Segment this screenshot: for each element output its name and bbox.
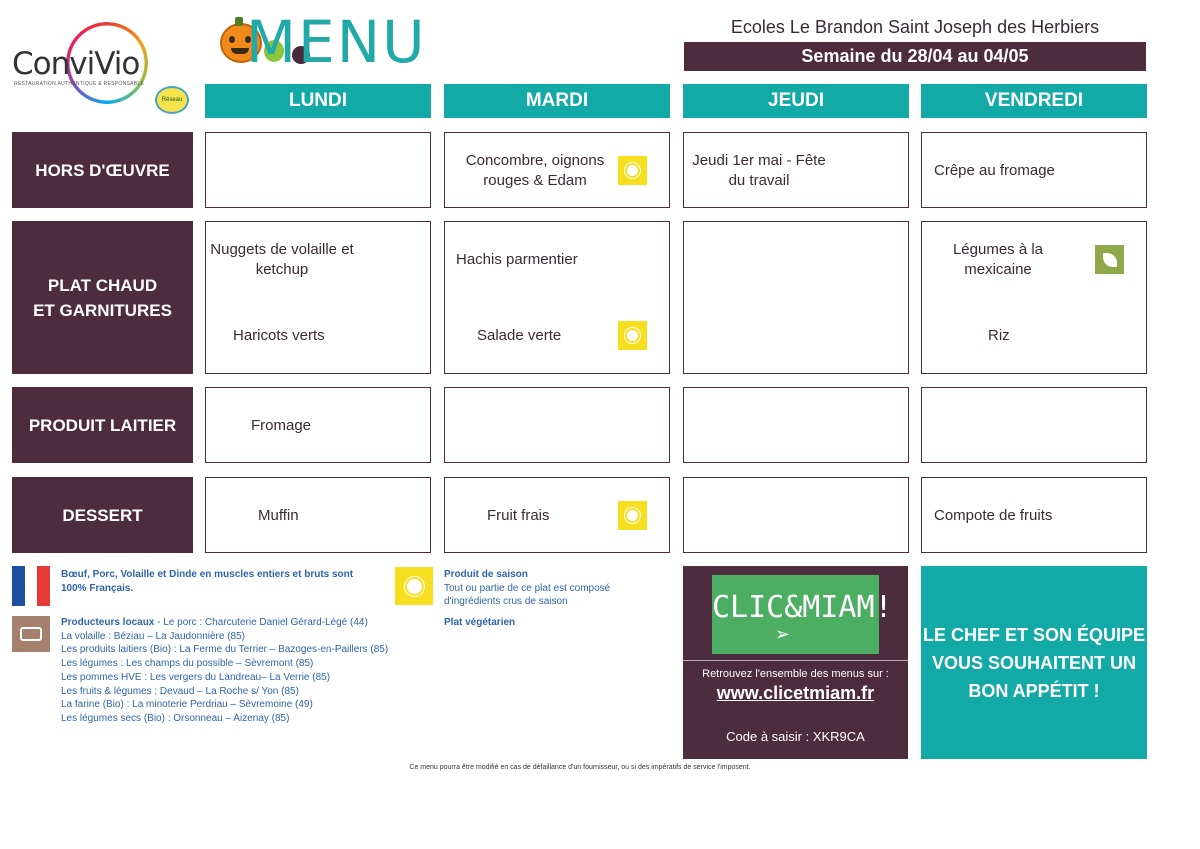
cell-hors-doeuvre-lundi: [205, 132, 431, 208]
side-text: Haricots verts: [233, 327, 325, 344]
disclaimer: Ce menu pourra être modifié en cas de défaillance d'un fournisseur, ou si des impératifs de service l'imposent.: [409, 764, 751, 771]
chef-line: VOUS SOUHAITENT UN: [931, 652, 1136, 673]
producer-item: La farine (Bio) : La minoterie Perdriau – Sèvremoine (49): [61, 699, 313, 711]
leaf-icon: [1095, 245, 1124, 274]
dish-text: Fromage: [251, 417, 312, 434]
cell-laitier-jeudi: [683, 387, 909, 463]
legend-producers: [61, 616, 421, 726]
legend-title: [444, 568, 674, 582]
legend-french-origin: [61, 568, 381, 595]
legend-line: Bœuf, Porc, Volaille et Dinde en muscles entiers et bruts sont: [61, 569, 354, 580]
cell-plat-mardi: [444, 221, 670, 374]
pumpkin-eye: [229, 36, 235, 43]
producer-item: Les pommes HVE : Les vergers du Landreau– La Verrie (85): [61, 671, 331, 683]
dish-text: Compote de fruits: [934, 507, 1053, 524]
france-flag-icon: [12, 566, 50, 606]
row-header-label: PLAT CHAUD: [47, 275, 158, 295]
cell-plat-lundi: [205, 221, 431, 374]
day-header-lundi: LUNDI: [205, 84, 431, 118]
sun-icon: [395, 567, 433, 605]
side-text: Riz: [988, 327, 1010, 344]
side-text: Salade verte: [477, 327, 562, 344]
network-badge: Réseau: [155, 86, 189, 114]
row-header-label: HORS D'ŒUVRE: [35, 160, 170, 180]
producer-item: Les fruits & légumes : Devaud – La Roche s/ Yon (85): [61, 685, 299, 697]
cell-plat-jeudi: [683, 221, 909, 374]
legend-line: 100% Français.: [61, 582, 134, 594]
clicetmiam-link[interactable]: www.clicetmiam.fr: [716, 683, 875, 703]
day-header-jeudi: JEUDI: [683, 84, 909, 118]
row-header-label: DESSERT: [62, 505, 143, 525]
dish-line: Nuggets de volaille et: [210, 241, 354, 258]
cell-hors-doeuvre-mardi: [444, 132, 670, 208]
sun-icon: [618, 156, 647, 185]
cursor-icon: ➢: [775, 624, 791, 644]
cell-dessert-lundi: [205, 477, 431, 553]
dish-text: [922, 240, 1074, 280]
dish-text: Hachis parmentier: [456, 251, 578, 268]
cell-dessert-jeudi: [683, 477, 909, 553]
producer-item: Les légumes secs (Bio) : Orsonneau – Aizenay (85): [61, 712, 290, 724]
row-header-label: ET GARNITURES: [33, 300, 172, 320]
cell-laitier-vendredi: [921, 387, 1147, 463]
cell-hors-doeuvre-jeudi: [683, 132, 909, 208]
sun-icon: [618, 501, 647, 530]
dish-line: du travail: [728, 172, 790, 189]
legend-line: Tout ou partie de ce plat est composé: [444, 582, 611, 594]
clicetmiam-note: Retrouvez l'ensemble des menus sur :: [702, 668, 889, 680]
row-header-plat-chaud: [12, 221, 193, 374]
sun-icon: [618, 321, 647, 350]
clicetmiam-code: Code à saisir : XKR9CA: [726, 729, 865, 744]
row-header-produit-laitier: [12, 387, 193, 463]
dish-text: [206, 240, 358, 280]
legend-season: [444, 568, 674, 609]
tractor-icon: [12, 616, 50, 652]
dish-text: Fruit frais: [487, 507, 550, 524]
cell-dessert-vendredi: [921, 477, 1147, 553]
producer-item: Les légumes : Les champs du possible – Sèvremont (85): [61, 658, 314, 670]
dish-line: ketchup: [255, 261, 309, 278]
week-banner: Semaine du 28/04 au 04/05: [684, 42, 1146, 71]
day-header-mardi: MARDI: [444, 84, 670, 118]
dish-text: [445, 151, 625, 191]
divider: [683, 660, 908, 661]
row-header-hors-doeuvre: [12, 132, 193, 208]
dish-line: Concombre, oignons: [465, 152, 605, 169]
producer-item: La volaille : Béziau – La Jaudonnière (85): [61, 630, 246, 642]
cell-laitier-lundi: [205, 387, 431, 463]
row-header-dessert: [12, 477, 193, 553]
producer-item: - Le porc : Charcuterie Daniel Gérard-Légé (44): [154, 617, 368, 628]
page-title: MENU: [246, 8, 427, 76]
clicetmiam-logo: CLIC&MIAM!: [712, 575, 879, 654]
row-header-label: PRODUIT LAITIER: [28, 415, 177, 435]
dish-line: Légumes à la: [952, 241, 1044, 258]
pumpkin-stem: [235, 17, 243, 26]
dish-text: Muffin: [258, 507, 299, 524]
legend-vegetarian: Plat végétarien: [444, 617, 516, 628]
chef-line: BON APPÉTIT !: [968, 680, 1100, 701]
dish-text: [684, 151, 834, 191]
cell-dessert-mardi: [444, 477, 670, 553]
legend-line: d'ingrédients crus de saison: [444, 596, 568, 608]
producers-title: Producteurs locaux: [61, 617, 155, 628]
dish-line: Jeudi 1er mai - Fête: [692, 152, 826, 169]
season-title: Produit de saison: [444, 569, 528, 580]
legend-line: [61, 616, 421, 630]
dish-line: rouges & Edam: [483, 172, 587, 189]
dish-text: Crêpe au fromage: [934, 162, 1055, 179]
logo-text: ConviVio: [12, 46, 140, 82]
chef-line: LE CHEF ET SON ÉQUIPE: [922, 624, 1146, 645]
day-header-vendredi: VENDREDI: [921, 84, 1147, 118]
cell-plat-vendredi: [921, 221, 1147, 374]
chef-message: [921, 566, 1147, 759]
cell-laitier-mardi: [444, 387, 670, 463]
school-name: Ecoles Le Brandon Saint Joseph des Herbiers: [730, 17, 1100, 37]
logo-tagline: RESTAURATION AUTHENTIQUE & RESPONSABLE: [14, 81, 145, 87]
cell-hors-doeuvre-vendredi: [921, 132, 1147, 208]
producer-item: Les produits laitiers (Bio) : La Ferme du Terrier – Bazoges-en-Paillers (85): [61, 644, 389, 656]
dish-line: mexicaine: [964, 261, 1032, 278]
